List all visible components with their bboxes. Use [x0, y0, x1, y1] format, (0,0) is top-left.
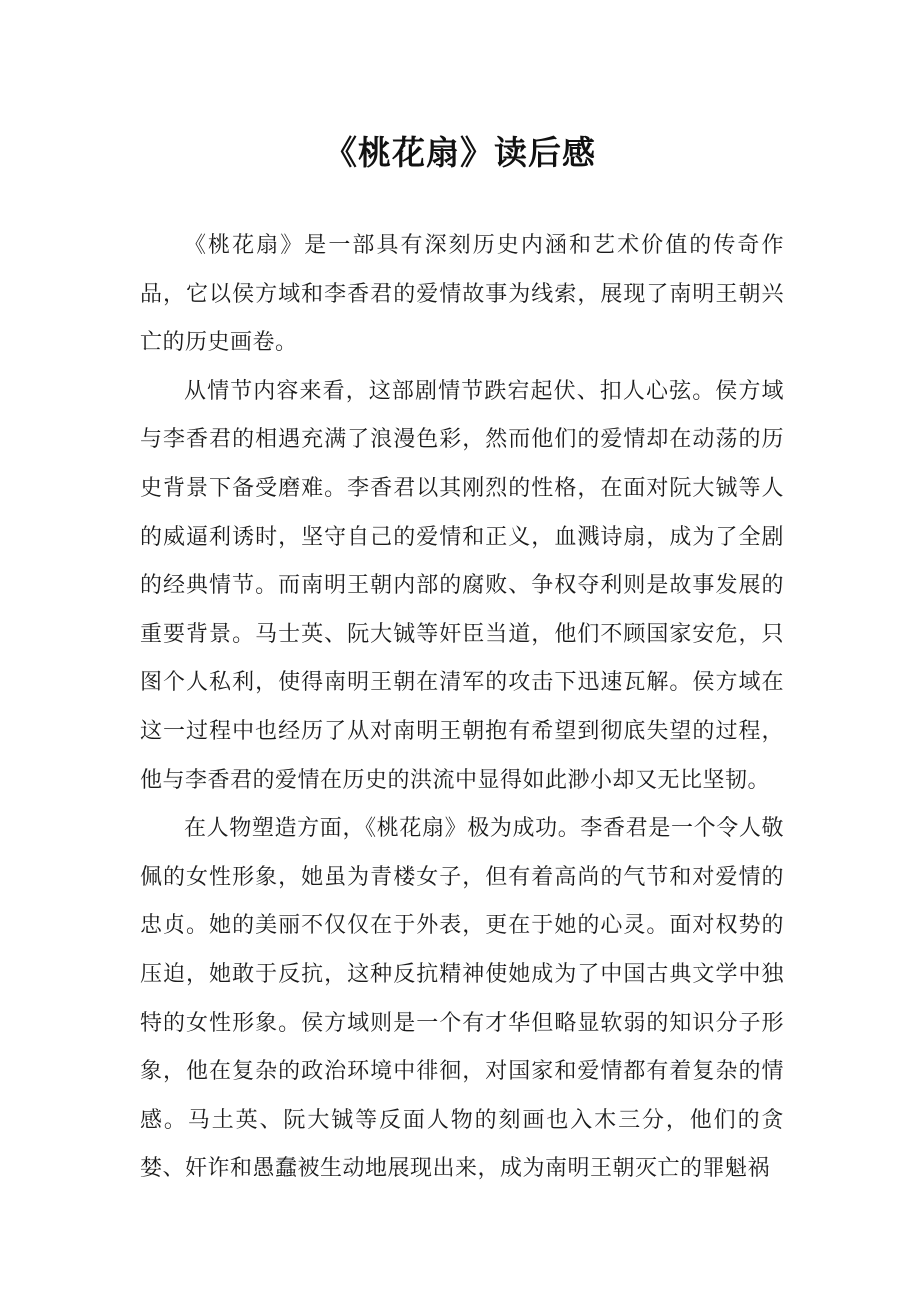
paragraph-characters: 在人物塑造方面，《桃花扇》极为成功。李香君是一个令人敬佩的女性形象，她虽为青楼女子，但有着高尚的气节和对爱情的忠贞。她的美丽不仅仅在于外表，更在于她的心灵。面对权势的压迫，她敢于反抗，这种反抗精神使她成为了中国古典文学中独特的女性形象。侯方域则是一个有才华但略显软弱的知识分子形象，他在复杂的政治环境中徘徊，对国家和爱情都有着复杂的情感。马土英、阮大铖等反面人物的刻画也入木三分，他们的贪婪、奸诈和愚蠢被生动地展现出来，成为南明王朝灭亡的罪魁祸 — [140, 816, 784, 1182]
document-title: 《桃花扇》读后感 — [324, 133, 596, 172]
paragraph-intro: 《桃花扇》是一部具有深刻历史内涵和艺术价值的传奇作品，它以侯方域和李香君的爱情故事为线索，展现了南明王朝兴亡的历史画卷。 — [140, 233, 784, 356]
document-body — [140, 222, 784, 1194]
paragraph-plot: 从情节内容来看，这部剧情节跌宕起伏、扣人心弦。侯方域与李香君的相遇充满了浪漫色彩，然而他们的爱情却在动荡的历史背景下备受磨难。李香君以其刚烈的性格，在面对阮大铖等人的威逼利诱时，坚守自己的爱情和正义，血溅诗扇，成为了全剧的经典情节。而南明王朝内部的腐败、争权夺利则是故事发展的重要背景。马士英、阮大铖等奸臣当道，他们不顾国家安危，只图个人私利，使得南明王朝在清军的攻击下迅速瓦解。侯方域在这一过程中也经历了从对南明王朝抱有希望到彻底失望的过程，他与李香君的爱情在历史的洪流中显得如此渺小却又无比坚韧。 — [140, 378, 784, 793]
